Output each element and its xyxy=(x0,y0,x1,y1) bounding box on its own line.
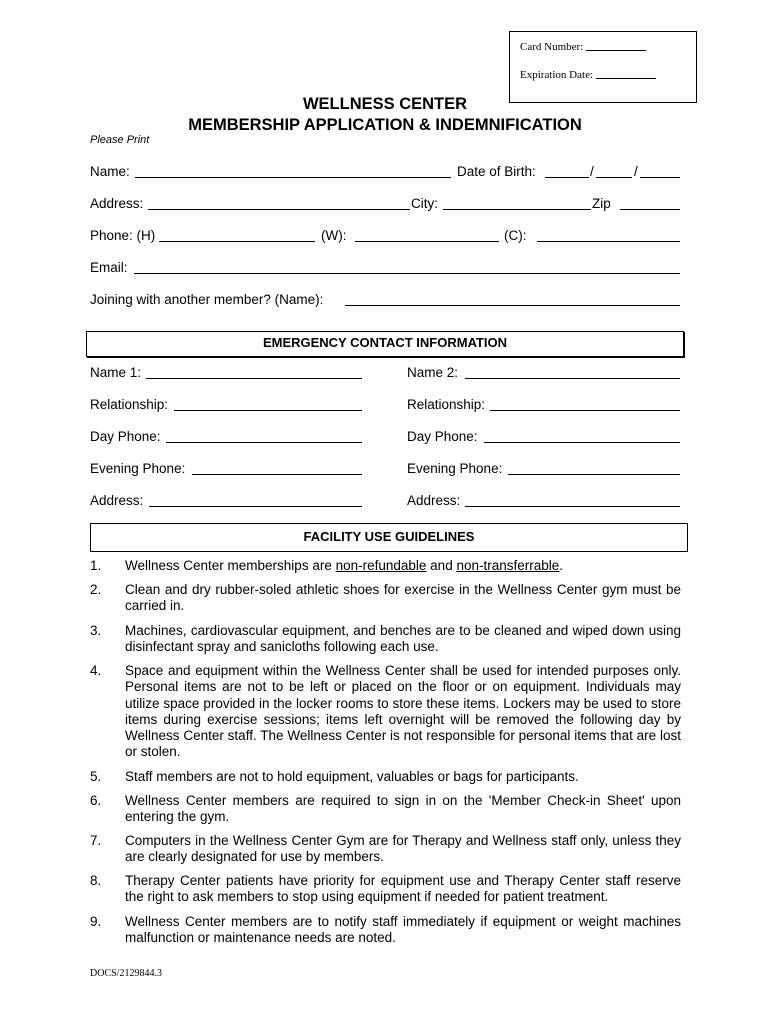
emergency-address2-label: Address: xyxy=(407,493,461,508)
expiration-date-label: Expiration Date: xyxy=(520,69,594,81)
guideline-text: Space and equipment within the Wellness Center shall be used for intended purposes only. Personal items are not to be left or placed on the floor or on equipment. Individuals may utilize space provided in the locker rooms to store these items. Lockers may be used to store items during exercise sessions; items left overnight will be removed the following day by Wellness Center staff. The Wellness Center is not responsible for personal items that are lost or stolen. xyxy=(125,663,681,760)
phone-home-label: Phone: (H) xyxy=(90,228,156,243)
guideline-number: 4. xyxy=(90,663,102,678)
emergency-dayphone1-field[interactable] xyxy=(166,442,362,443)
guideline-number: 1. xyxy=(90,558,102,573)
emergency-eveningphone1-field[interactable] xyxy=(192,474,362,475)
emergency-dayphone2-label: Day Phone: xyxy=(407,429,478,444)
phone-cell-label: (C): xyxy=(504,228,527,243)
emergency-name2-label: Name 2: xyxy=(407,365,459,380)
phone-work-label: (W): xyxy=(321,228,347,243)
dob-day-field[interactable] xyxy=(596,177,632,178)
expiration-date-field[interactable] xyxy=(596,68,656,79)
dob-year-field[interactable] xyxy=(640,177,680,178)
emergency-relationship2-field[interactable] xyxy=(490,410,680,411)
document-id: DOCS/2129844.3 xyxy=(90,968,162,979)
phone-work-field[interactable] xyxy=(355,241,499,242)
facility-guidelines-heading-text: FACILITY USE GUIDELINES xyxy=(303,529,475,544)
emergency-name2-field[interactable] xyxy=(465,378,680,379)
page-title-line2: MEMBERSHIP APPLICATION & INDEMNIFICATION xyxy=(188,116,582,134)
phone-home-field[interactable] xyxy=(159,241,315,242)
emergency-address1-field[interactable] xyxy=(149,506,362,507)
emergency-relationship1-field[interactable] xyxy=(174,410,362,411)
name-label: Name: xyxy=(90,164,130,179)
guideline-text: Computers in the Wellness Center Gym are for Therapy and Wellness staff only, unless they are clearly designated for use by members. xyxy=(125,833,681,865)
guideline-text: Clean and dry rubber-soled athletic shoes for exercise in the Wellness Center gym must be carried in. xyxy=(125,582,681,614)
emergency-eveningphone1-label: Evening Phone: xyxy=(90,461,186,476)
email-field[interactable] xyxy=(134,273,680,274)
guideline-number: 2. xyxy=(90,582,102,597)
guideline-text: Staff members are not to hold equipment, valuables or bags for participants. xyxy=(125,769,579,784)
address-label: Address: xyxy=(90,196,144,211)
expiration-date-row xyxy=(520,68,656,81)
guideline-text: Wellness Center members are to notify staff immediately if equipment or weight machines malfunction or maintenance needs are noted. xyxy=(125,914,681,946)
non-transferrable-term: non-transferrable xyxy=(456,558,560,573)
joining-member-field[interactable] xyxy=(345,305,680,306)
guideline-text: Machines, cardiovascular equipment, and benches are to be cleaned and wiped down using disinfectant spray and sanicloths following each use. xyxy=(125,623,681,655)
dob-separator: / xyxy=(590,164,594,179)
guideline-number: 8. xyxy=(90,873,102,888)
card-number-label: Card Number: xyxy=(520,41,584,53)
address-field[interactable] xyxy=(148,209,410,210)
guideline-number: 9. xyxy=(90,914,102,929)
emergency-eveningphone2-field[interactable] xyxy=(508,474,680,475)
emergency-relationship2-label: Relationship: xyxy=(407,397,486,412)
non-refundable-term: non-refundable xyxy=(335,558,427,573)
dob-separator: / xyxy=(634,164,638,179)
emergency-dayphone2-field[interactable] xyxy=(484,442,680,443)
emergency-contact-heading-text: EMERGENCY CONTACT INFORMATION xyxy=(262,335,508,350)
guideline-number: 7. xyxy=(90,833,102,848)
guideline-number: 3. xyxy=(90,623,102,638)
zip-label: Zip xyxy=(592,196,611,211)
emergency-relationship1-label: Relationship: xyxy=(90,397,169,412)
emergency-name1-label: Name 1: xyxy=(90,365,142,380)
emergency-name1-field[interactable] xyxy=(146,378,362,379)
name-field[interactable] xyxy=(135,177,451,178)
guideline-text: Wellness Center memberships are non-refundable and non-transferrable. xyxy=(125,558,564,573)
card-info-box xyxy=(509,31,697,103)
phone-cell-field[interactable] xyxy=(537,241,680,242)
please-print-note: Please Print xyxy=(90,134,150,146)
emergency-dayphone1-label: Day Phone: xyxy=(90,429,161,444)
guideline-number: 5. xyxy=(90,769,102,784)
zip-field[interactable] xyxy=(620,209,680,210)
emergency-eveningphone2-label: Evening Phone: xyxy=(407,461,503,476)
dob-label: Date of Birth: xyxy=(457,164,536,179)
guideline-text: Wellness Center members are required to sign in on the 'Member Check-in Sheet' upon entering the gym. xyxy=(125,793,681,825)
emergency-contact-heading xyxy=(86,331,684,357)
city-field[interactable] xyxy=(443,209,591,210)
emergency-address2-field[interactable] xyxy=(465,506,680,507)
card-number-row xyxy=(520,40,646,53)
guideline-text: Therapy Center patients have priority for equipment use and Therapy Center staff reserve the right to ask members to stop using equipment if needed for patient treatment. xyxy=(125,873,681,905)
city-label: City: xyxy=(411,196,438,211)
guideline-number: 6. xyxy=(90,793,102,808)
dob-month-field[interactable] xyxy=(545,177,589,178)
emergency-address1-label: Address: xyxy=(90,493,144,508)
facility-guidelines-heading xyxy=(90,523,688,552)
page-title-line1: WELLNESS CENTER xyxy=(302,95,468,113)
email-label: Email: xyxy=(90,260,128,275)
joining-member-label: Joining with another member? (Name): xyxy=(90,292,324,307)
card-number-field[interactable] xyxy=(586,40,646,51)
